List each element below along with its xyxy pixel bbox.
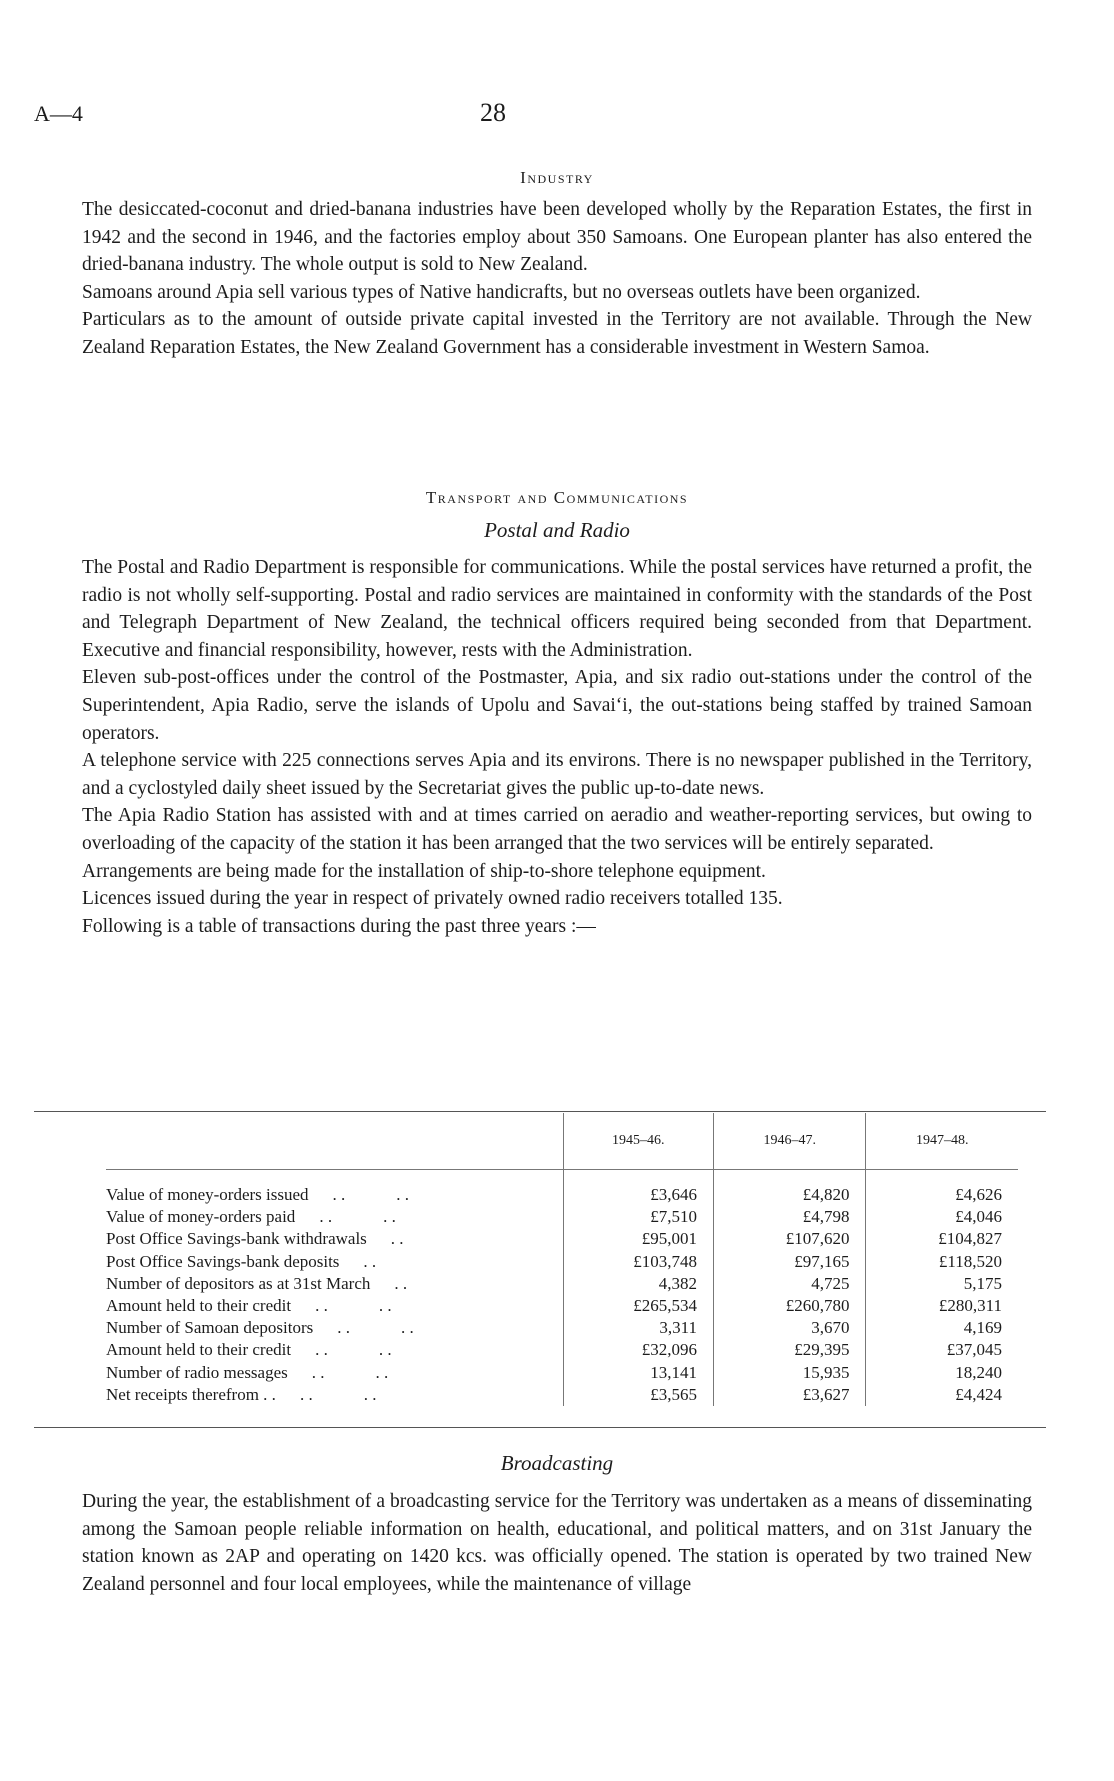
dot-leaders: . . xyxy=(394,1273,408,1293)
paragraph: Eleven sub-post-offices under the control of the Postmaster, Apia, and six radio out-stations under the control of the Superintendent, Apia Radio, serve the islands of Upolu and Savai‘i, the out-stations being staffed by trained Samoan operators. xyxy=(82,667,1032,744)
table-cell: £4,820 xyxy=(713,1170,866,1207)
paragraph: The Apia Radio Station has assisted with and at times carried on aeradio and weather-reporting services, but owing to overloading of the capacity of the station it has been arranged that the two services will be entirely separated. xyxy=(82,805,1032,854)
table-header-blank xyxy=(106,1113,563,1170)
table-row xyxy=(106,1251,1018,1273)
paragraph: Following is a table of transactions during the past three years :— xyxy=(82,915,596,937)
row-label xyxy=(106,1339,563,1361)
row-label-text: Value of money-orders paid xyxy=(106,1207,296,1227)
table-cell: £7,510 xyxy=(563,1206,713,1228)
table-cell: £104,827 xyxy=(866,1228,1018,1250)
page-number: 28 xyxy=(480,98,506,127)
table-cell: 18,240 xyxy=(866,1362,1018,1384)
table-cell: £3,565 xyxy=(563,1384,713,1406)
table-cell: £4,798 xyxy=(713,1206,866,1228)
paragraph: Samoans around Apia sell various types of Native handicrafts, but no overseas outlets have been organized. xyxy=(82,281,921,303)
paragraph: During the year, the establishment of a broadcasting service for the Territory was undertaken as a means of disseminating among the Samoan people reliable information on health, educational, and political matters, and on 31st January the station known as 2AP and operating on 1420 kcs. was officially opened. The station is operated by two trained New Zealand personnel and four local employees, while the maintenance of village xyxy=(82,1491,1032,1595)
paragraph: Licences issued during the year in respect of privately owned radio receivers totalled 135. xyxy=(82,888,783,910)
transport-text xyxy=(82,554,1032,940)
table-cell: £118,520 xyxy=(866,1251,1018,1273)
table-row xyxy=(106,1384,1018,1406)
paragraph: The desiccated-coconut and dried-banana industries have been developed wholly by the Reparation Estates, the first in 1942 and the second in 1946, and the factories employ about 350 Samoans. One European planter has also entered the dried-banana industry. The whole output is sold to New Zealand. xyxy=(82,199,1032,276)
table-cell: 4,382 xyxy=(563,1273,713,1295)
table-cell: 4,725 xyxy=(713,1273,866,1295)
paragraph: A telephone service with 225 connections serves Apia and its environs. There is no newspaper published in the Territory, and a cyclostyled daily sheet issued by the Secretariat gives the public up-to-date news. xyxy=(82,750,1032,799)
table-cell: £95,001 xyxy=(563,1228,713,1250)
table-cell: 4,169 xyxy=(866,1317,1018,1339)
dot-leaders: . . . . xyxy=(315,1340,392,1360)
table-cell: £4,626 xyxy=(866,1170,1018,1207)
table-cell: £29,395 xyxy=(713,1339,866,1361)
dot-leaders: . . . . xyxy=(332,1185,410,1204)
table-row xyxy=(106,1273,1018,1295)
broadcasting-subheading: Broadcasting xyxy=(500,1451,614,1475)
table-cell: £97,165 xyxy=(713,1251,866,1273)
table-row xyxy=(106,1317,1018,1339)
dot-leaders: . . . . xyxy=(311,1362,389,1382)
dot-leaders: . . xyxy=(390,1229,404,1249)
row-label xyxy=(106,1170,563,1207)
table-cell: £280,311 xyxy=(866,1295,1018,1317)
row-label-text: Amount held to their credit xyxy=(106,1340,292,1360)
row-label-text: Net receipts therefrom . . xyxy=(106,1384,276,1404)
section-code: A—4 xyxy=(34,101,83,126)
table-cell: £260,780 xyxy=(713,1295,866,1317)
broadcasting-text xyxy=(82,1488,1032,1598)
column-header: 1946–47. xyxy=(713,1113,866,1170)
table-top-rule xyxy=(34,1111,1046,1112)
table-cell: 3,311 xyxy=(563,1317,713,1339)
row-label xyxy=(106,1384,563,1406)
table-cell: £107,620 xyxy=(713,1228,866,1250)
table-row xyxy=(106,1362,1018,1384)
table-cell: £265,534 xyxy=(563,1295,713,1317)
paragraph: Particulars as to the amount of outside private capital invested in the Territory are not available. Through the New Zealand Reparation Estates, the New Zealand Government has a considerable investment in Western Samoa. xyxy=(82,309,1032,358)
row-label xyxy=(106,1295,563,1317)
table-cell: 5,175 xyxy=(866,1273,1018,1295)
row-label-text: Post Office Savings-bank deposits xyxy=(106,1251,340,1271)
row-label-text: Number of Samoan depositors xyxy=(106,1318,314,1338)
table-cell: 13,141 xyxy=(563,1362,713,1384)
table-row xyxy=(106,1228,1018,1250)
row-label-text: Number of radio messages xyxy=(106,1362,288,1382)
dot-leaders: . . xyxy=(363,1251,377,1271)
table-bottom-rule xyxy=(34,1427,1046,1428)
table-cell: £32,096 xyxy=(563,1339,713,1361)
row-label-text: Number of depositors as at 31st March xyxy=(106,1273,371,1293)
table-cell: 3,670 xyxy=(713,1317,866,1339)
table-header-row xyxy=(106,1113,1018,1170)
table-row xyxy=(106,1170,1018,1207)
industry-text xyxy=(82,196,1032,362)
dot-leaders: . . . . xyxy=(299,1384,377,1404)
industry-heading: Industry xyxy=(520,168,594,187)
column-header: 1947–48. xyxy=(866,1113,1018,1170)
row-label-text: Value of money-orders issued xyxy=(106,1185,309,1204)
dot-leaders: . . . . xyxy=(319,1207,396,1227)
dot-leaders: . . . . xyxy=(337,1318,414,1338)
row-label xyxy=(106,1317,563,1339)
column-header: 1945–46. xyxy=(563,1113,713,1170)
row-label xyxy=(106,1251,563,1273)
row-label xyxy=(106,1362,563,1384)
table-row xyxy=(106,1339,1018,1361)
postal-radio-subheading: Postal and Radio xyxy=(484,518,630,542)
table-cell: £3,627 xyxy=(713,1384,866,1406)
table-row xyxy=(106,1206,1018,1228)
paragraph: The Postal and Radio Department is responsible for communications. While the postal services have returned a profit, the radio is not wholly self-supporting. Postal and radio services are maintained in conformity with the standards of the Post and Telegraph Department of New Zealand, the technical officers required being seconded from that Department. Executive and financial responsibility, however, rests with the Administration. xyxy=(82,557,1032,661)
paragraph: Arrangements are being made for the installation of ship-to-shore telephone equipment. xyxy=(82,860,766,882)
table-cell: £103,748 xyxy=(563,1251,713,1273)
transport-heading: Transport and Communications xyxy=(425,488,689,507)
table-cell: £4,046 xyxy=(866,1206,1018,1228)
transactions-table xyxy=(106,1113,1018,1406)
row-label-text: Amount held to their credit xyxy=(106,1296,292,1316)
table-cell: £3,646 xyxy=(563,1170,713,1207)
dot-leaders: . . . . xyxy=(315,1296,392,1316)
table-cell: £37,045 xyxy=(866,1339,1018,1361)
row-label xyxy=(106,1206,563,1228)
row-label xyxy=(106,1228,563,1250)
table-cell: 15,935 xyxy=(713,1362,866,1384)
table-cell: £4,424 xyxy=(866,1384,1018,1406)
row-label-text: Post Office Savings-bank withdrawals xyxy=(106,1229,367,1249)
table-row xyxy=(106,1295,1018,1317)
row-label xyxy=(106,1273,563,1295)
